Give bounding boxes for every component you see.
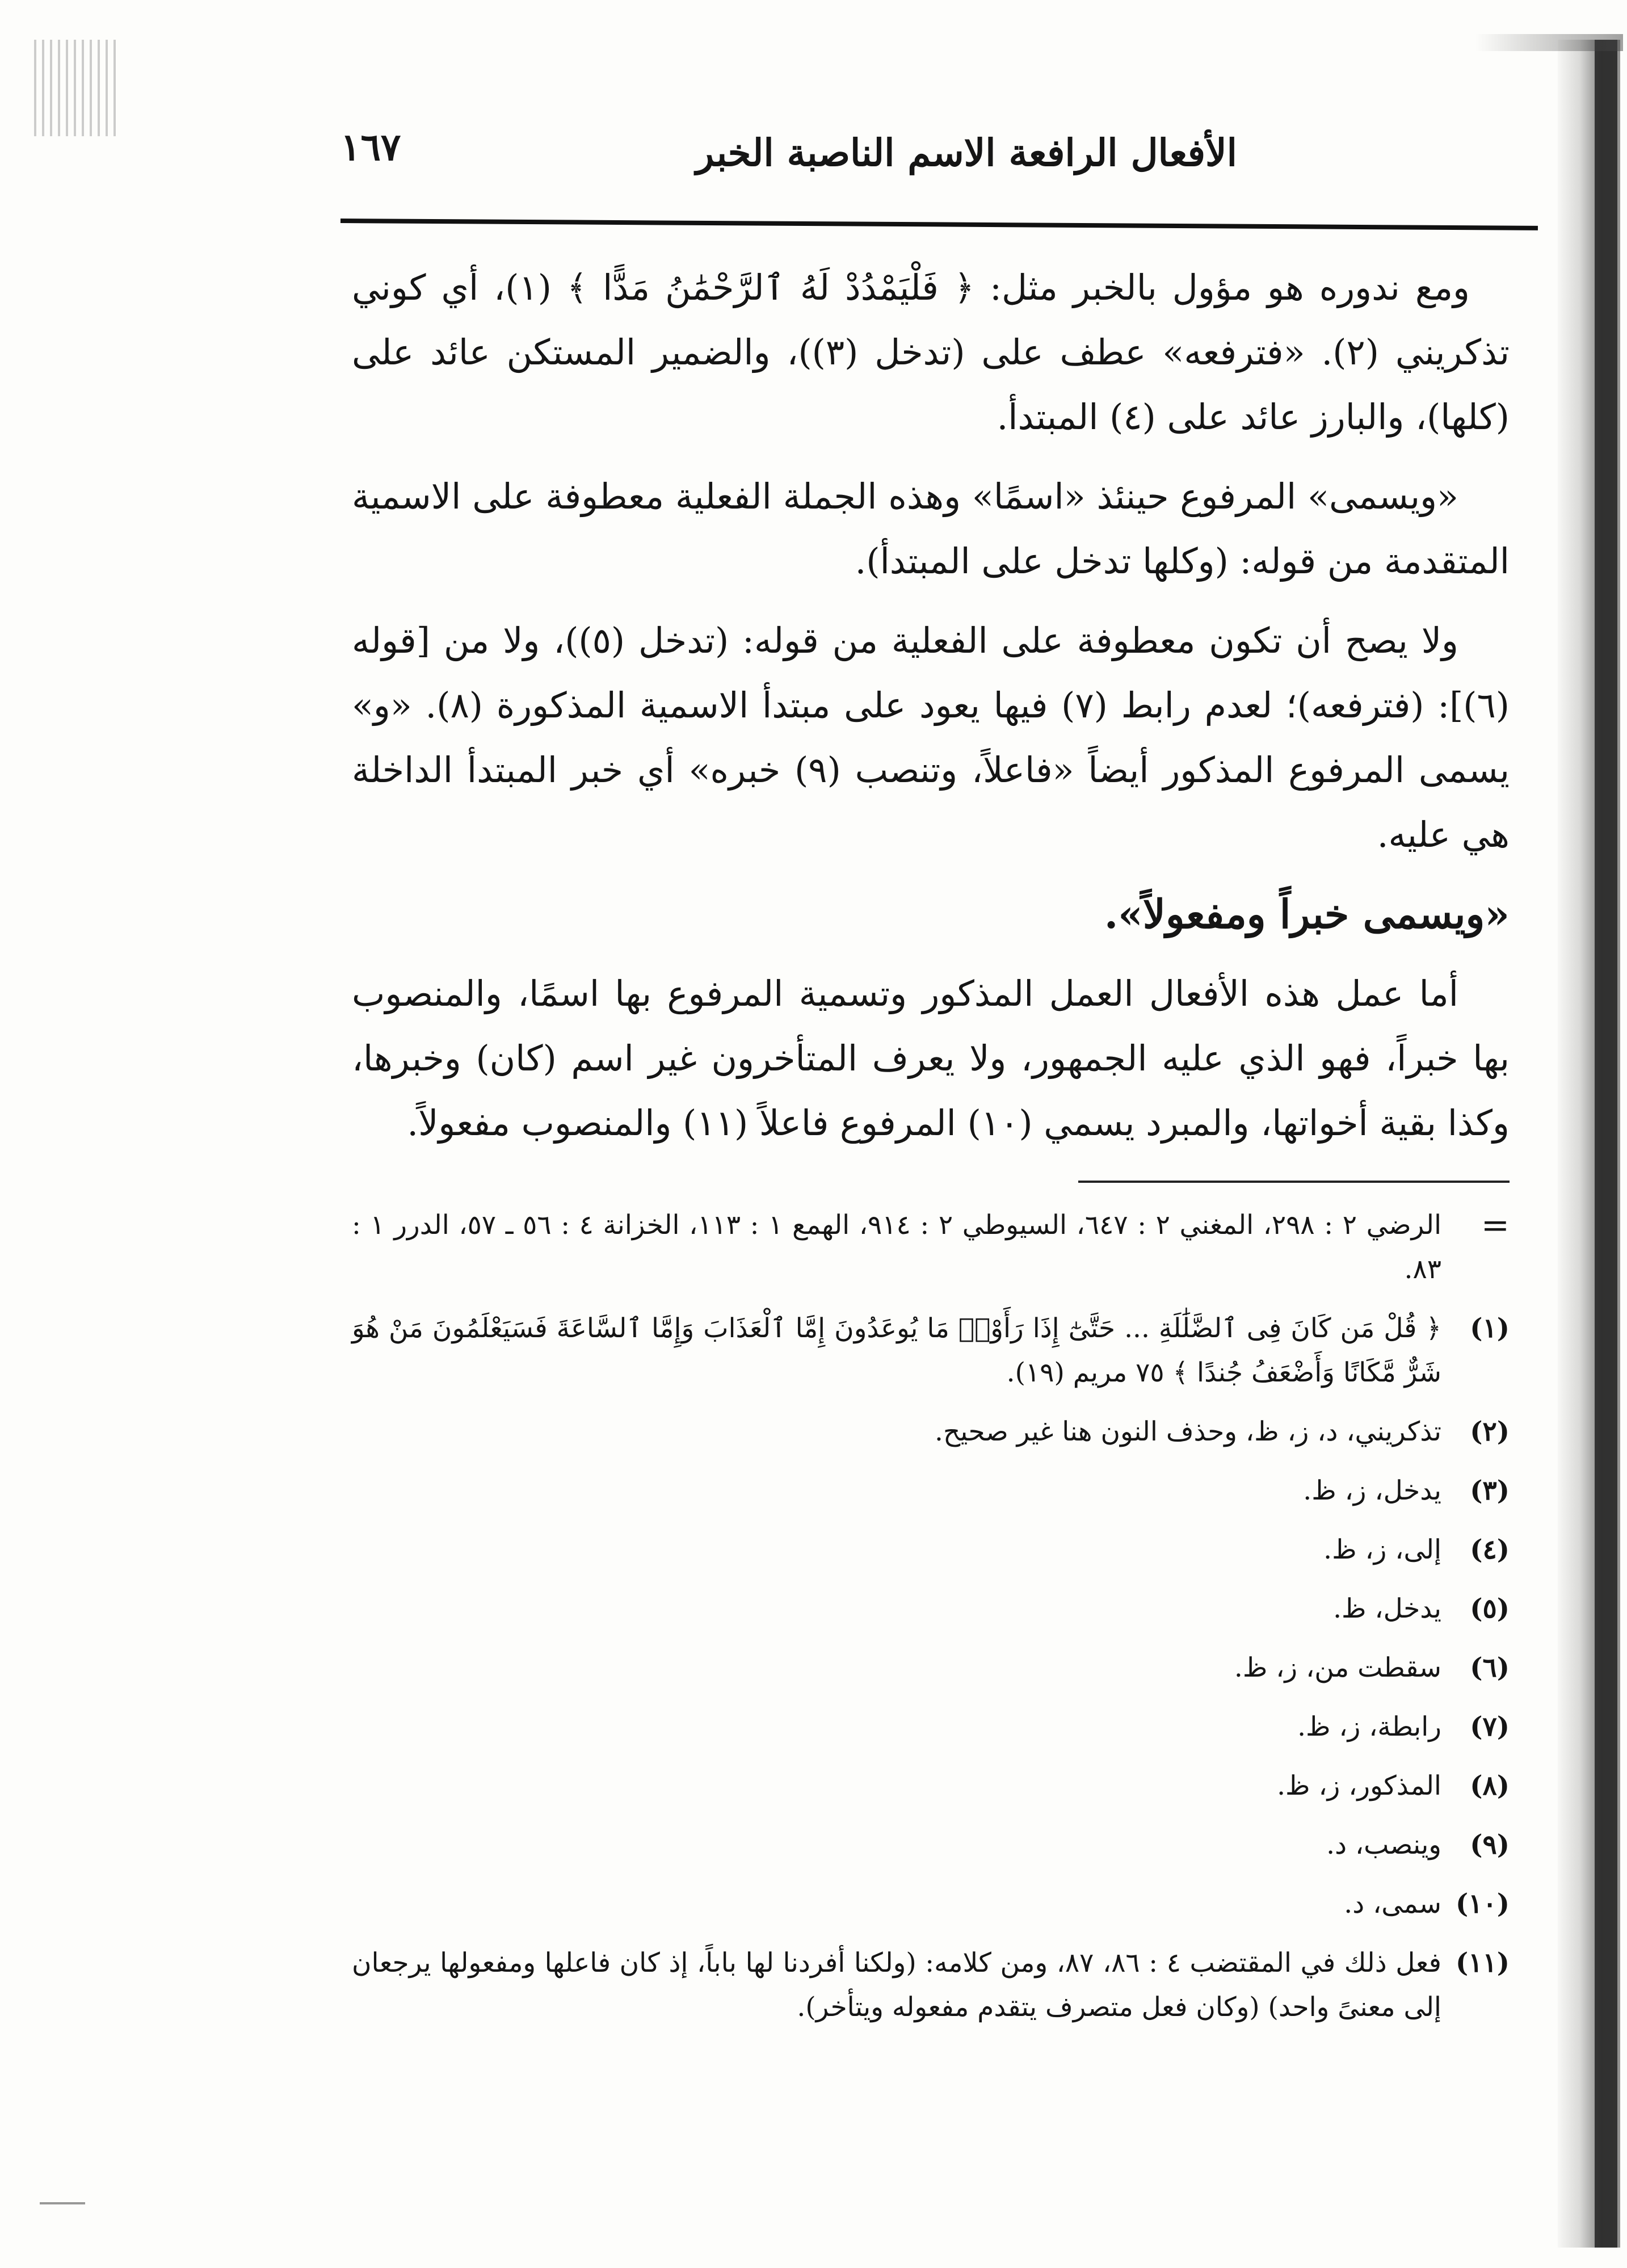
scan-speck — [40, 2202, 85, 2204]
footnote-marker: = — [1481, 1206, 1510, 1245]
footnote-item — [352, 1410, 1510, 1454]
footnote-text: سمى، د. — [1344, 1888, 1441, 1920]
footnote-item — [352, 1203, 1510, 1292]
footnote-text: رابطة، ز، ظ. — [1297, 1711, 1441, 1742]
paragraph: ولا يصح أن تكون معطوفة على الفعلية من قوله: (تدخل (٥))، ولا من [قوله (٦)]: (فترفعه)؛ لعدم رابط (٧) فيها يعود على مبتدأ الاسمية المذكورة (٨). «و» يسمى المرفوع المذكور أيضاً «فاعلاً، وتنصب (٩) خبره» أي خبر المبتدأ الداخلة هي عليه. — [352, 620, 1510, 855]
scan-edge-artifact-left — [34, 40, 119, 136]
footnote-item — [352, 1764, 1510, 1808]
page-number: ١٦٧ — [340, 125, 401, 169]
footnote-number: (٢) — [1470, 1416, 1510, 1447]
footnote-number: (٦) — [1470, 1652, 1510, 1683]
footnote-text: تذكريني، د، ز، ظ، وحذف النون هنا غير صحيح. — [935, 1416, 1441, 1447]
footnote-text: إلى، ز، ظ. — [1323, 1534, 1441, 1565]
footnote-item — [352, 1587, 1510, 1631]
paragraph: ومع ندوره هو مؤول بالخبر مثل: ﴿ فَلْيَمْدُدْ لَهُ ٱلرَّحْمَٰنُ مَدًّا ﴾ (١)، أي كوني تذكريني (٢). «فترفعه» عطف على (تدخل (٣))، والضمير المستكن عائد على (كلها)، والبارز عائد على (٤) المبتدأ. — [352, 267, 1510, 438]
footnote-item — [352, 1307, 1510, 1395]
footnote-number: (١٠) — [1456, 1888, 1510, 1920]
scan-edge-dark-right — [1595, 40, 1617, 2248]
footnote-item — [352, 1646, 1510, 1690]
footnote-item — [352, 1528, 1510, 1572]
scan-corner-artifact — [1475, 34, 1623, 51]
footnote-item — [352, 1469, 1510, 1513]
paragraph-emphasis: «ويسمى خبراً ومفعولاً». — [1104, 891, 1510, 938]
footnote-text: سقطت من، ز، ظ. — [1234, 1652, 1441, 1683]
footnote-text: فعل ذلك في المقتضب ٤ : ٨٦، ٨٧، ومن كلامه: (ولكنا أفردنا لها باباً، إذ كان فاعلها ومفعولها يرجعان إلى معنىً واحد) (وكان فعل متصرف يتقدم مفعوله ويتأخر). — [352, 1947, 1441, 2023]
footnote-number: (٥) — [1470, 1593, 1510, 1624]
footnote-number: (١) — [1470, 1313, 1510, 1344]
footnote-text: ﴿ قُلْ مَن كَانَ فِى ٱلضَّلَٰلَةِ ... حَتَّىٰٓ إِذَا رَأَوْا۟ مَا يُوعَدُونَ إِمَّا ٱلْعَذَابَ وَإِمَّا ٱلسَّاعَةَ فَسَيَعْلَمُونَ مَنْ هُوَ شَرٌّ مَّكَانًا وَأَضْعَفُ جُندًا ﴾ ٧٥ مريم (١٩). — [352, 1313, 1441, 1388]
footnote-item — [352, 1941, 1510, 2030]
footnote-item — [352, 1823, 1510, 1867]
footnotes — [352, 1203, 1510, 2044]
footnote-number: (٧) — [1470, 1711, 1510, 1742]
footnote-number: (٤) — [1470, 1534, 1510, 1565]
paragraph: «ويسمى» المرفوع حينئذ «اسمًا» وهذه الجملة الفعلية معطوفة على الاسمية المتقدمة من قوله: (وكلها تدخل على المبتدأ). — [352, 476, 1510, 582]
footnote-separator — [1078, 1181, 1510, 1183]
footnote-number: (٣) — [1470, 1475, 1510, 1506]
main-text — [352, 255, 1510, 1170]
footnote-text: الرضي ٢ : ٢٩٨، المغني ٢ : ٦٤٧، السيوطي ٢ : ٩١٤، الهمع ١ : ١١٣، الخزانة ٤ : ٥٦ ـ ٥٧، الدرر ١ : ٨٣. — [352, 1209, 1441, 1285]
footnote-text: يدخل، ز، ظ. — [1303, 1475, 1441, 1506]
footnote-text: يدخل، ظ. — [1333, 1593, 1441, 1624]
footnote-item — [352, 1882, 1510, 1926]
footnote-number: (٨) — [1470, 1770, 1510, 1801]
paragraph: أما عمل هذه الأفعال العمل المذكور وتسمية المرفوع بها اسمًا، والمنصوب بها خبراً، فهو الذي عليه الجمهور، ولا يعرف المتأخرون غير اسم (كان) وخبرها، وكذا بقية أخواتها، والمبرد يسمي (١٠) المرفوع فاعلاً (١١) والمنصوب مفعولاً. — [352, 973, 1510, 1144]
footnote-text: المذكور، ز، ظ. — [1277, 1770, 1441, 1801]
footnote-number: (١١) — [1456, 1947, 1510, 1979]
footnote-item — [352, 1705, 1510, 1749]
page-header — [340, 114, 1237, 204]
footnote-number: (٩) — [1470, 1829, 1510, 1860]
footnote-text: وينصب، د. — [1326, 1829, 1441, 1860]
running-head: الأفعال الرافعة الاسم الناصبة الخبر — [696, 131, 1237, 175]
